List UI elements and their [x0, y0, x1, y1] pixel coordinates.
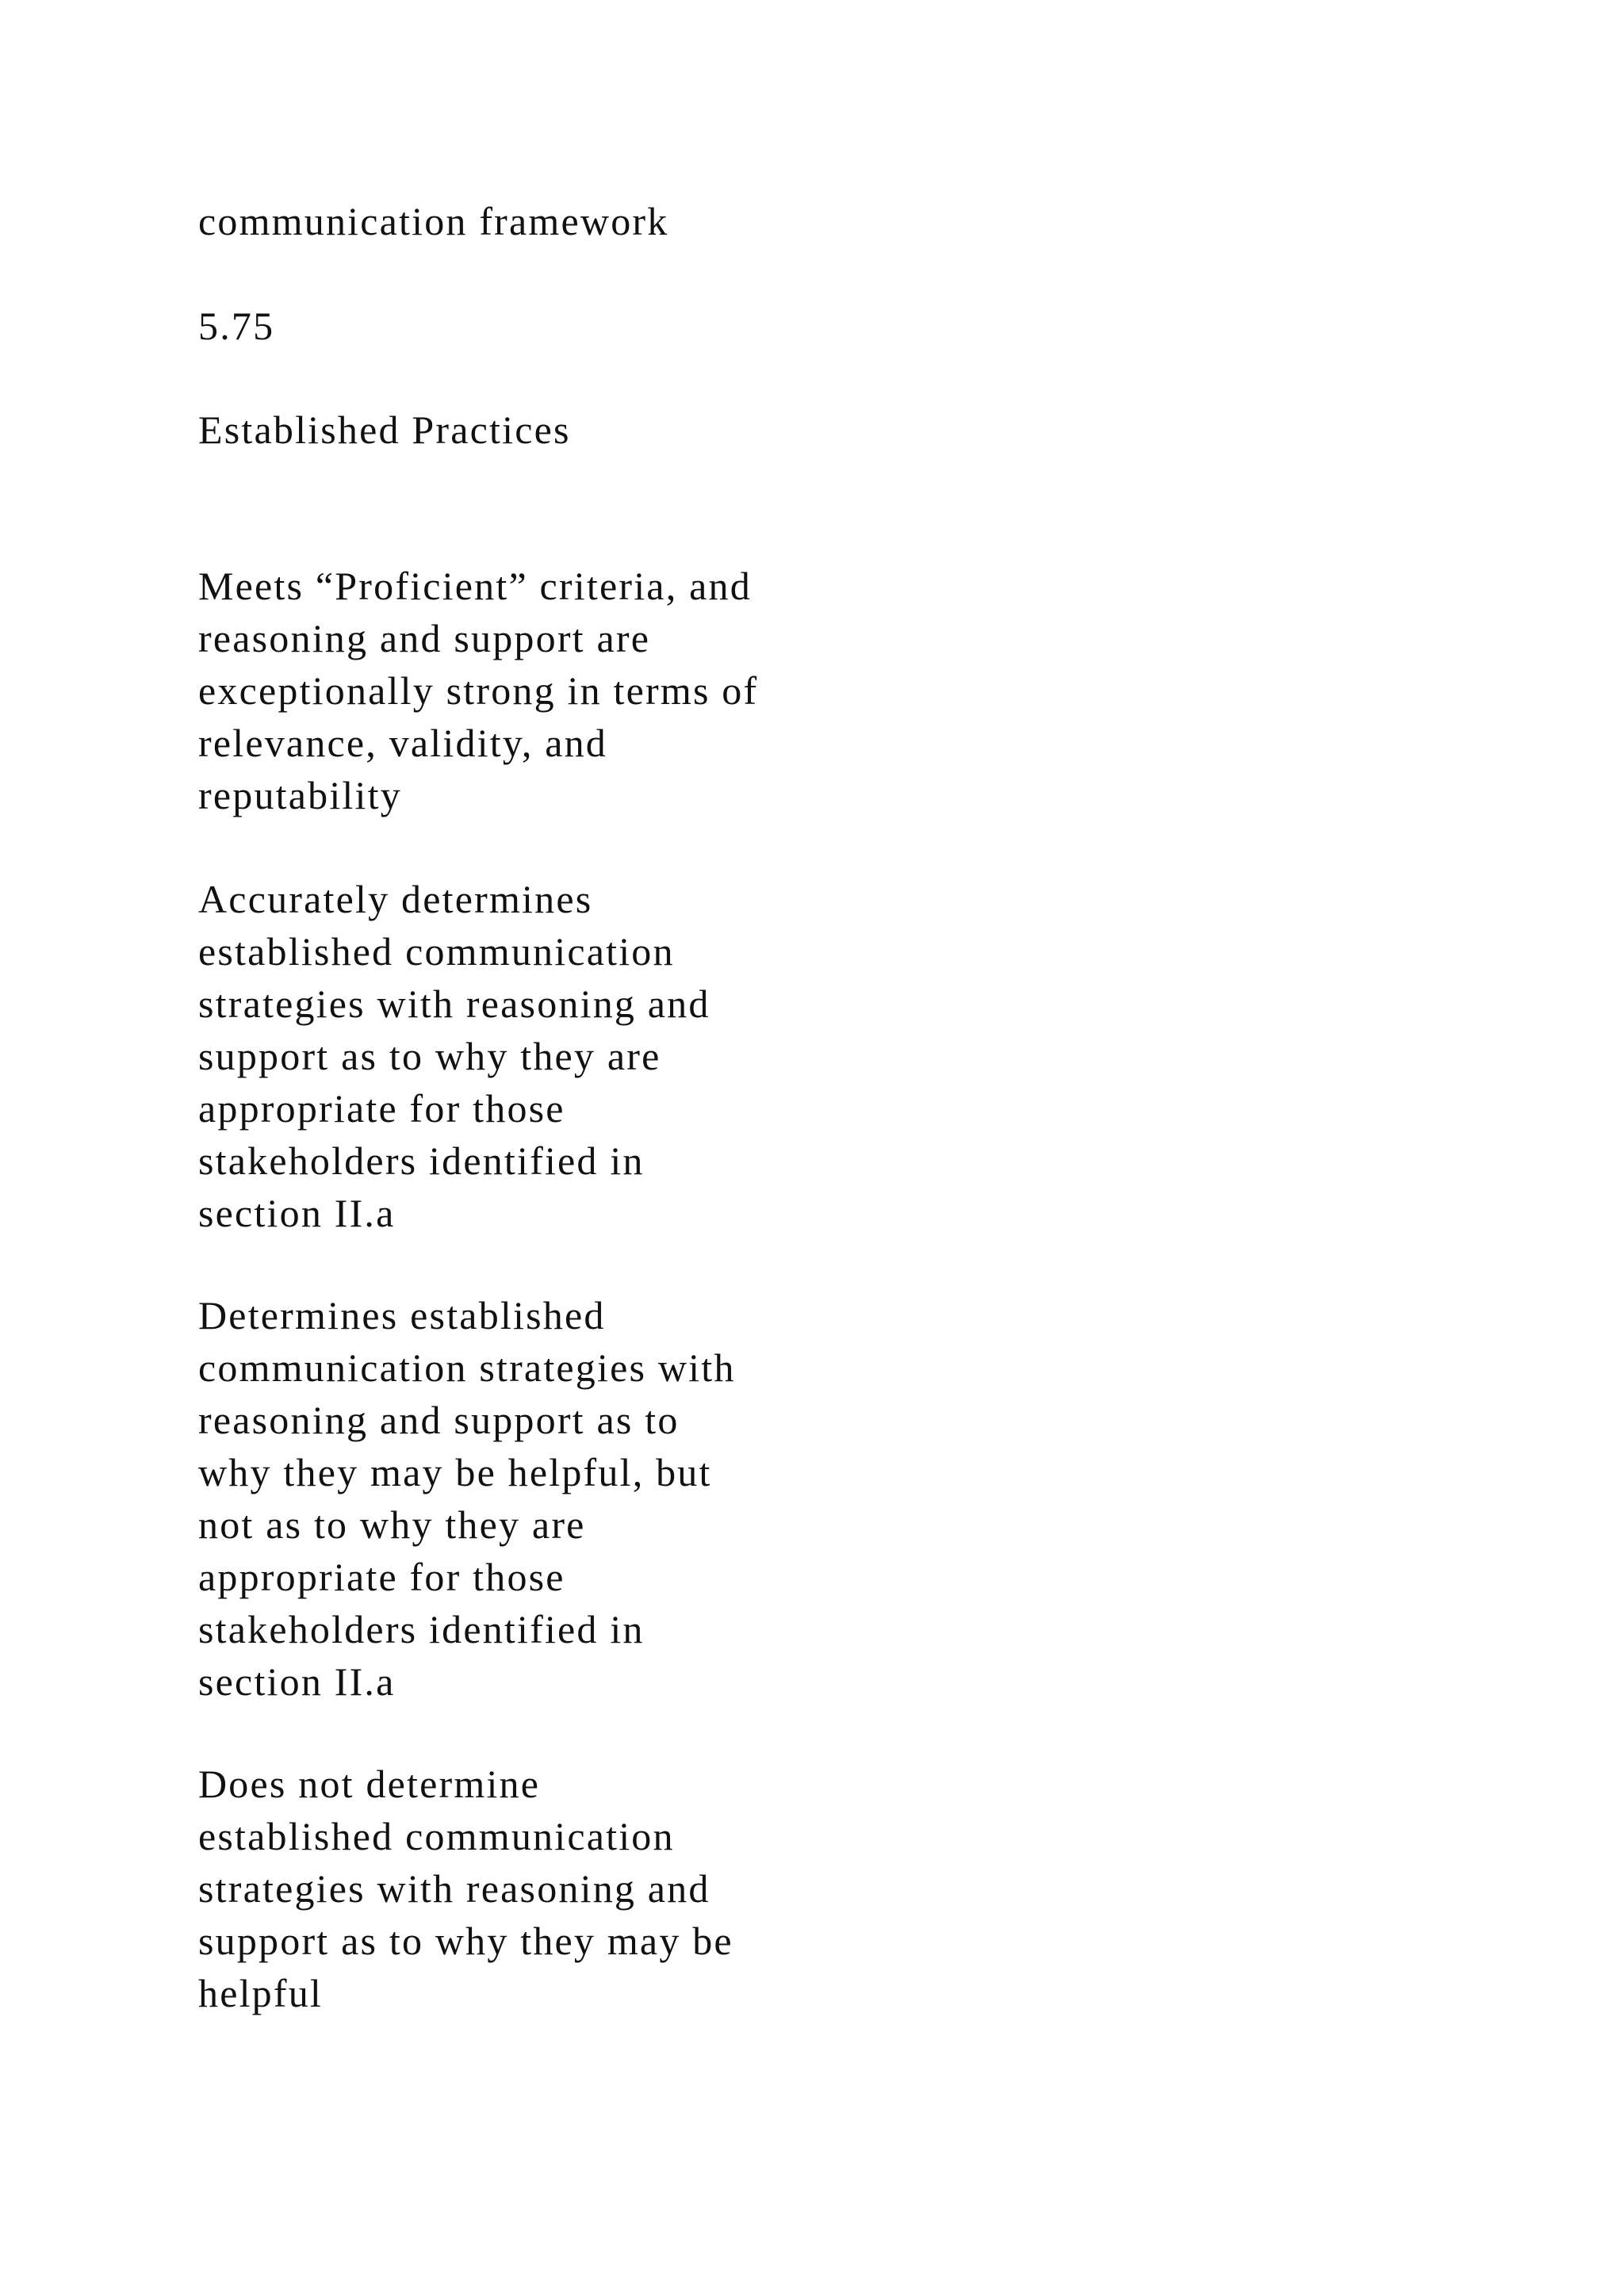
text-block-weight: 5.75 — [198, 304, 275, 348]
text-block-needs-improvement: Determines established communication strategies with reasoning and support as to why they may be helpful, but not as to why they are appropriate for those stakeholders identified in section II.a — [198, 1293, 736, 1704]
text-block-proficient: Accurately determines established communication strategies with reasoning and support as to why they are appropriate for those stakeholders identified in section II.a — [198, 877, 710, 1235]
text-block-exemplary: Meets “Proficient” criteria, and reasoning and support are exceptionally strong in terms of relevance, validity, and reputability — [198, 564, 759, 817]
text-block-criterion-name: communication framework — [198, 199, 669, 243]
text-block-criterion-title: Established Practices — [198, 408, 571, 452]
text-block-not-evident: Does not determine established communication strategies with reasoning and support as to why they may be helpful — [198, 1762, 733, 2015]
document-page — [198, 0, 912, 2296]
